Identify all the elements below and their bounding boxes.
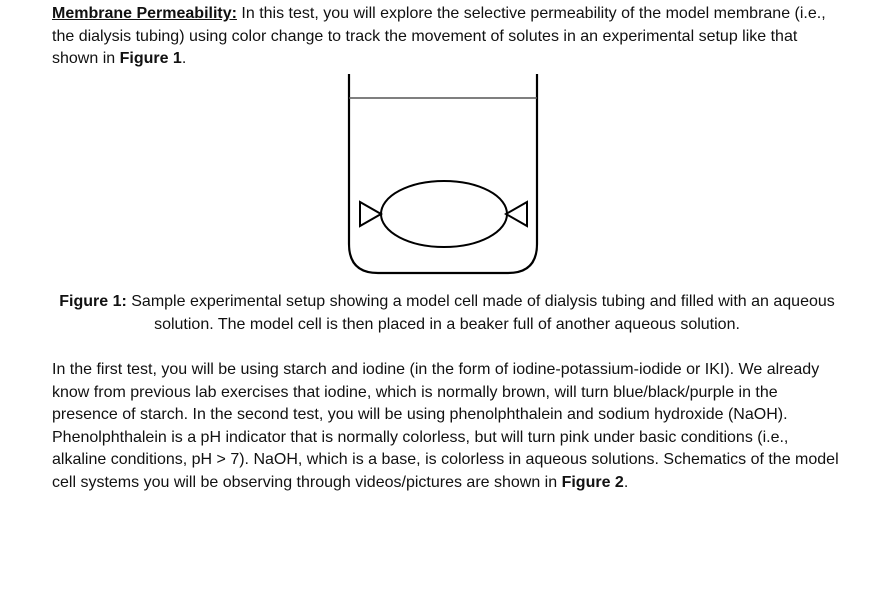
figure-1-reference: Figure 1: [119, 50, 182, 67]
dialysis-bag: [381, 181, 507, 247]
body-text: In the first test, you will be using starch and iodine (in the form of iodine-potassium-iodide or IKI). We already know from previous lab exercises that iodine, which is normally brown, will turn blue/black/purple in the presence of starch. In the second test, you will be using phenolphthalein and sodium hydroxide (NaOH). Phenolphthalein is a pH indicator that is normally colorless, but will turn pink under basic conditions (i.e., alkaline conditions, pH > 7). NaOH, which is a base, is colorless in aqueous solutions. Schematics of the model cell systems you will be observing through videos/pictures are shown in: [52, 361, 839, 491]
bag-left-tie: [360, 202, 381, 226]
caption-text: Sample experimental setup showing a model cell made of dialysis tubing and filled with an aqueous solution. The model cell is then placed in a beaker full of another aqueous solution.: [126, 293, 835, 333]
beaker-diagram: [330, 72, 560, 278]
intro-text: In this test, you will explore the selective permeability of the model membrane (i.e., the dialysis tubing) using color change to track the movement of solutes in an experimental setup like that shown in: [52, 5, 826, 67]
intro-paragraph: [52, 3, 842, 71]
figure-1-caption: [52, 291, 842, 336]
intro-end: .: [181, 50, 187, 67]
caption-label: Figure 1:: [59, 293, 127, 310]
figure-2-reference: Figure 2: [561, 473, 624, 491]
bag-right-tie: [506, 202, 527, 226]
body-paragraph: [52, 359, 842, 494]
body-end: .: [623, 473, 629, 491]
section-heading: Membrane Permeability:: [52, 5, 237, 22]
